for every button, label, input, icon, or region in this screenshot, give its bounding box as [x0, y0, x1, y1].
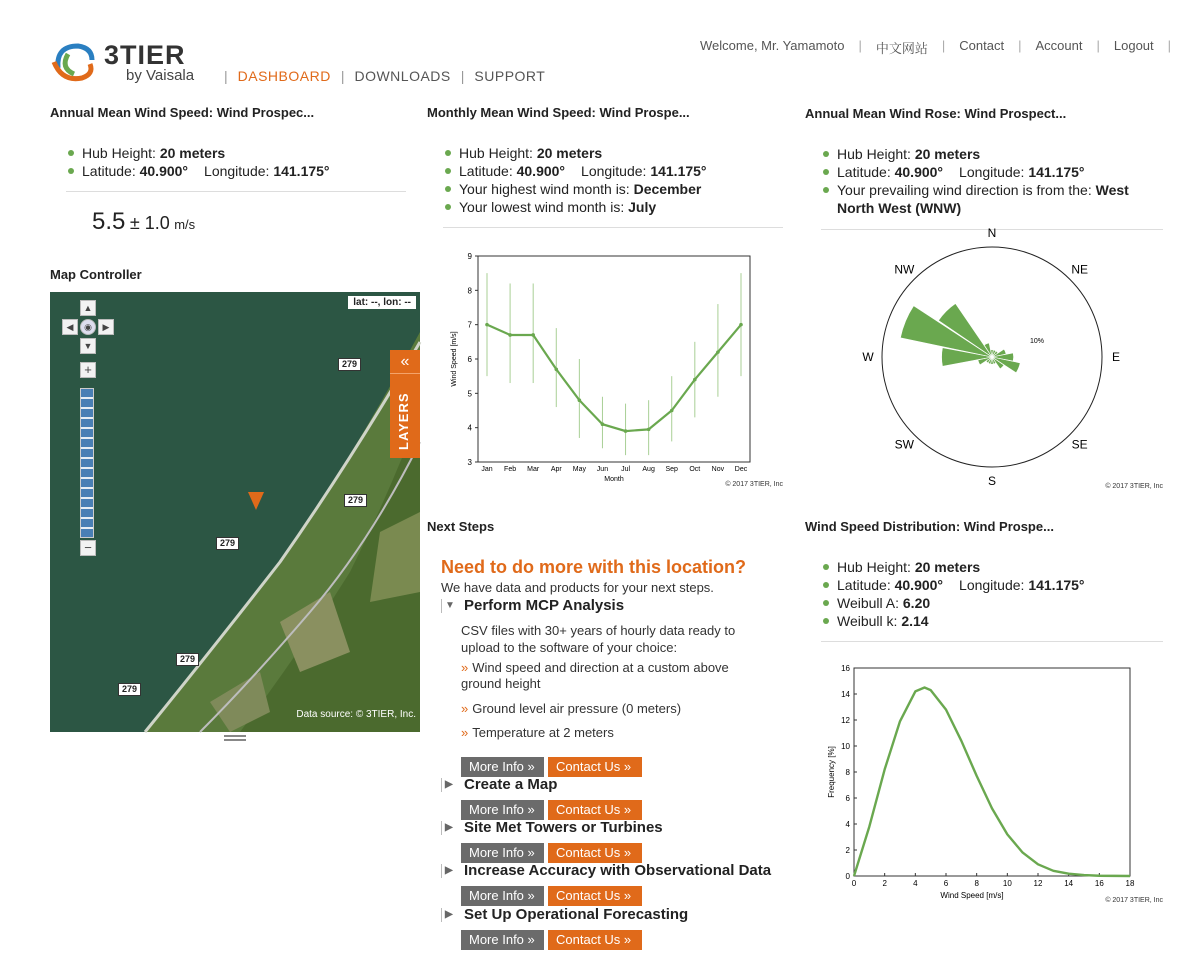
x-tick-label: Sep — [665, 466, 678, 473]
hub-label: Hub Height: — [459, 145, 533, 161]
weibull-a-label: Weibull A: — [837, 595, 899, 611]
divider — [443, 227, 783, 228]
welcome-text: Welcome, Mr. Yamamoto — [700, 38, 845, 53]
logo[interactable] — [48, 38, 218, 88]
nav-separator: | — [224, 68, 228, 84]
y-axis-label: Wind Speed [m/s] — [451, 331, 458, 387]
account-link[interactable]: Account — [1035, 38, 1083, 53]
x-tick-label: 2 — [882, 879, 887, 888]
hub-value: 20 meters — [159, 145, 226, 161]
y-tick-label: 7 — [467, 320, 472, 330]
nav-downloads[interactable]: DOWNLOADS — [354, 68, 451, 84]
road-label: 279 — [216, 537, 239, 550]
step-operational-forecasting[interactable] — [441, 906, 688, 923]
x-tick-label: Nov — [711, 466, 725, 473]
user-link-separator: | — [1167, 38, 1172, 53]
user-link-separator: | — [941, 38, 946, 53]
satellite-image — [50, 292, 420, 732]
distribution-chart — [820, 656, 1165, 906]
data-point — [739, 323, 743, 327]
triangle-down-icon: ▼ — [441, 599, 455, 613]
x-tick-label: Mar — [527, 466, 540, 473]
y-tick-label: 14 — [841, 690, 850, 699]
mcp-option-text: Wind speed and direction at a custom above ground height — [461, 660, 729, 691]
next-steps-title: Next Steps — [427, 519, 495, 534]
x-tick-label: Oct — [689, 466, 701, 473]
list-item — [821, 181, 1161, 217]
step-observational-data[interactable] — [441, 862, 771, 879]
lon-label: Longitude: — [959, 164, 1025, 180]
nav-support[interactable]: SUPPORT — [474, 68, 546, 84]
wind-rose-info — [821, 145, 1161, 217]
y-tick-label: 8 — [467, 286, 472, 296]
compass-label: N — [987, 226, 997, 240]
x-tick-label: 16 — [1094, 879, 1104, 888]
plot-frame — [854, 668, 1130, 876]
lon-value: 141.175° — [1028, 577, 1085, 593]
contact-link[interactable]: Contact — [959, 38, 1005, 53]
mcp-option-text: Temperature at 2 meters — [472, 725, 614, 740]
map-contact-button[interactable]: Contact Us » — [548, 800, 642, 820]
data-point — [601, 422, 605, 426]
x-tick-label: Jun — [596, 466, 609, 473]
x-tick-label: 10 — [1002, 879, 1012, 888]
step-label: Site Met Towers or Turbines — [464, 819, 663, 836]
road-label: 279 — [338, 358, 361, 371]
divider — [66, 191, 406, 192]
series-line — [487, 325, 741, 431]
wind-rose-svg — [860, 226, 1130, 488]
mcp-option — [461, 660, 761, 692]
pan-right-button[interactable]: ▶ — [98, 319, 114, 335]
triangle-right-icon: ▶ — [441, 908, 455, 922]
hub-label: Hub Height: — [82, 145, 156, 161]
monthly-speed-title[interactable]: Monthly Mean Wind Speed: Wind Prospe... — [427, 105, 690, 120]
data-point — [531, 333, 535, 337]
list-item — [443, 180, 707, 198]
compass-label: W — [862, 350, 874, 364]
zoom-in-button[interactable]: + — [80, 362, 96, 378]
pan-left-button[interactable]: ◀ — [62, 319, 78, 335]
hub-value: 20 meters — [914, 146, 981, 162]
compass-label: S — [987, 474, 997, 488]
road-label: 279 — [176, 653, 199, 666]
chevron-left-icon: « — [390, 350, 420, 374]
arrow-icon: » — [461, 701, 469, 716]
logo-swirl-icon — [48, 38, 100, 88]
y-tick-label: 5 — [467, 389, 472, 399]
data-point — [670, 409, 674, 413]
y-axis-label: Frequency [%] — [827, 746, 836, 798]
data-point — [716, 350, 720, 354]
layers-label: LAYERS — [396, 392, 411, 450]
chart-copyright: © 2017 3TIER, Inc — [1105, 897, 1163, 904]
monthly-wind-chart — [440, 244, 785, 494]
divider — [821, 641, 1163, 642]
list-item — [821, 163, 1161, 181]
layers-button[interactable] — [390, 350, 420, 458]
logout-link[interactable]: Logout — [1113, 38, 1154, 53]
compass-label: NW — [894, 262, 915, 277]
weibull-k-label: Weibull k: — [837, 613, 898, 629]
x-tick-label: May — [572, 466, 586, 473]
mcp-description: CSV files with 30+ years of hourly data ready to upload to the software of your choice: — [461, 623, 736, 655]
annual-speed-value — [92, 208, 195, 236]
hub-value: 20 meters — [914, 559, 981, 575]
map-more-info-button[interactable]: More Info » — [461, 800, 544, 820]
step-label: Perform MCP Analysis — [464, 597, 625, 614]
map-resize-handle[interactable] — [224, 735, 246, 741]
triangle-right-icon: ▶ — [441, 778, 455, 792]
x-tick-label: Aug — [642, 466, 655, 473]
highest-month-label: Your highest wind month is: — [459, 181, 630, 197]
wind-rose-chart — [860, 226, 1165, 496]
step-label: Create a Map — [464, 776, 558, 793]
x-axis-label: Month — [604, 476, 624, 483]
lat-value: 40.900° — [894, 164, 944, 180]
road-label: 279 — [344, 494, 367, 507]
chart-copyright: © 2017 3TIER, Inc — [1105, 483, 1163, 490]
annual-speed-info — [66, 144, 330, 180]
direction-value: West — [1095, 182, 1129, 198]
triangle-right-icon: ▶ — [441, 821, 455, 835]
zoom-out-button[interactable]: − — [80, 540, 96, 556]
distribution-curve — [854, 688, 1130, 877]
data-point — [485, 323, 489, 327]
mcp-more-info-button[interactable]: More Info » — [461, 757, 544, 777]
list-item — [821, 145, 1161, 163]
data-point — [624, 429, 628, 433]
step-create-map[interactable] — [441, 776, 557, 793]
nav-dashboard[interactable]: DASHBOARD — [237, 68, 331, 84]
lon-value: 141.175° — [273, 163, 330, 179]
data-point — [647, 428, 651, 432]
map-data-source: Data source: © 3TIER, Inc. — [296, 709, 416, 720]
x-tick-label: Jan — [481, 466, 493, 473]
road-label: 279 — [118, 683, 141, 696]
list-item — [66, 144, 330, 162]
hub-value: 20 meters — [536, 145, 603, 161]
arrow-icon: » — [461, 660, 469, 675]
lowest-month-value: July — [628, 199, 657, 215]
y-tick-label: 12 — [841, 716, 850, 725]
list-item — [66, 162, 330, 180]
y-tick-label: 3 — [467, 458, 472, 467]
user-links — [700, 38, 1185, 57]
speed-unit: m/s — [174, 217, 196, 232]
step-label: Increase Accuracy with Observational Data — [464, 862, 772, 879]
list-item — [821, 558, 1085, 576]
x-tick-label: Dec — [734, 466, 748, 473]
speed-number: 5.5 — [92, 208, 126, 235]
y-tick-label: 2 — [845, 846, 850, 855]
map-view[interactable] — [50, 292, 420, 732]
logo-subtitle: by Vaisala — [126, 67, 195, 84]
chart-copyright: © 2017 3TIER, Inc — [725, 481, 783, 488]
list-item — [443, 162, 707, 180]
step-mcp-analysis[interactable] — [441, 597, 624, 614]
x-tick-label: 6 — [943, 879, 949, 888]
chinese-site-link[interactable]: 中文网站 — [875, 41, 928, 56]
mcp-option-text: Ground level air pressure (0 meters) — [472, 701, 682, 716]
list-item — [821, 594, 1085, 612]
logo-name: 3TIER — [104, 40, 186, 70]
list-item — [821, 576, 1085, 594]
x-axis-label: Wind Speed [m/s] — [940, 891, 1004, 900]
compass-label: SE — [1071, 437, 1088, 452]
mcp-contact-button[interactable]: Contact Us » — [548, 757, 642, 777]
lon-label: Longitude: — [204, 163, 270, 179]
wind-rose-title[interactable]: Annual Mean Wind Rose: Wind Prospect... — [805, 106, 1067, 121]
y-tick-label: 10 — [841, 742, 850, 751]
ring-label: 10% — [1030, 338, 1045, 345]
y-tick-label: 16 — [841, 664, 850, 673]
compass-label: NE — [1071, 262, 1089, 277]
main-nav — [214, 68, 545, 84]
pan-up-button[interactable]: ▲ — [80, 300, 96, 316]
list-item — [443, 198, 707, 216]
lat-label: Latitude: — [82, 163, 136, 179]
data-point — [693, 378, 697, 382]
y-tick-label: 6 — [845, 794, 850, 803]
nav-separator: | — [340, 68, 345, 84]
zoom-slider[interactable] — [80, 388, 94, 538]
weibull-k-value: 2.14 — [901, 613, 929, 629]
pan-down-button[interactable]: ▼ — [80, 338, 96, 354]
distribution-info — [821, 558, 1085, 630]
globe-icon[interactable]: ◉ — [80, 319, 96, 335]
lat-value: 40.900° — [139, 163, 189, 179]
forecasting-more-info-button[interactable]: More Info » — [461, 930, 544, 950]
list-item — [443, 144, 707, 162]
y-tick-label: 0 — [845, 872, 850, 881]
lon-label: Longitude: — [581, 163, 647, 179]
user-link-separator: | — [1096, 38, 1100, 53]
highest-month-value: December — [633, 181, 702, 197]
annual-speed-title[interactable]: Annual Mean Wind Speed: Wind Prospec... — [50, 105, 315, 120]
towers-more-info-button[interactable]: More Info » — [461, 843, 544, 863]
y-tick-label: 8 — [845, 768, 850, 777]
observational-contact-button[interactable]: Contact Us » — [548, 886, 642, 906]
lowest-month-label: Your lowest wind month is: — [459, 199, 625, 215]
next-steps-subtitle: We have data and products for your next steps. — [441, 580, 714, 595]
speed-uncertainty: ± 1.0 — [129, 213, 170, 233]
data-point — [508, 333, 512, 337]
lat-value: 40.900° — [894, 577, 944, 593]
y-tick-label: 6 — [467, 355, 472, 364]
user-link-separator: | — [858, 38, 862, 53]
user-link-separator: | — [1018, 38, 1022, 53]
map-coordinates: lat: --, lon: -- — [348, 296, 416, 309]
x-tick-label: 8 — [974, 879, 979, 888]
mcp-option — [461, 701, 761, 717]
monthly-chart-svg — [440, 244, 785, 494]
step-met-towers[interactable] — [441, 819, 663, 836]
list-item — [821, 612, 1085, 630]
lat-label: Latitude: — [837, 164, 891, 180]
direction-label: Your prevailing wind direction is from the: — [837, 182, 1092, 198]
observational-more-info-button[interactable]: More Info » — [461, 886, 544, 906]
monthly-speed-info — [443, 144, 707, 216]
lat-label: Latitude: — [837, 577, 891, 593]
y-tick-label: 4 — [845, 820, 850, 829]
triangle-right-icon: ▶ — [441, 864, 455, 878]
x-tick-label: 4 — [913, 879, 918, 888]
x-tick-label: 0 — [851, 879, 857, 888]
hub-label: Hub Height: — [837, 559, 911, 575]
x-tick-label: Jul — [621, 466, 631, 473]
data-point — [554, 368, 558, 372]
mcp-option — [461, 725, 761, 741]
lon-value: 141.175° — [1028, 164, 1085, 180]
distribution-title[interactable]: Wind Speed Distribution: Wind Prospe... — [805, 519, 1054, 534]
lon-label: Longitude: — [959, 577, 1025, 593]
forecasting-contact-button[interactable]: Contact Us » — [548, 930, 642, 950]
weibull-a-value: 6.20 — [902, 595, 931, 611]
plot-frame — [478, 256, 750, 462]
compass-label: SW — [894, 437, 914, 452]
x-tick-label: 12 — [1033, 879, 1043, 888]
lon-value: 141.175° — [650, 163, 707, 179]
x-tick-label: Apr — [550, 466, 562, 473]
towers-contact-button[interactable]: Contact Us » — [548, 843, 642, 863]
nav-separator: | — [460, 68, 465, 84]
x-tick-label: 14 — [1064, 879, 1074, 888]
lat-label: Latitude: — [459, 163, 513, 179]
y-tick-label: 4 — [467, 423, 472, 433]
x-tick-label: Feb — [504, 466, 517, 473]
data-point — [578, 398, 582, 402]
distribution-chart-svg — [820, 656, 1165, 906]
x-tick-label: 18 — [1125, 879, 1135, 888]
next-steps-headline: Need to do more with this location? — [441, 557, 747, 577]
map-title: Map Controller — [50, 267, 142, 282]
direction-value-detail: North West (WNW) — [837, 200, 962, 216]
arrow-icon: » — [461, 725, 469, 740]
y-tick-label: 9 — [467, 252, 472, 261]
compass-label: E — [1111, 350, 1121, 364]
lat-value: 40.900° — [516, 163, 566, 179]
hub-label: Hub Height: — [837, 146, 911, 162]
step-label: Set Up Operational Forecasting — [464, 906, 689, 923]
